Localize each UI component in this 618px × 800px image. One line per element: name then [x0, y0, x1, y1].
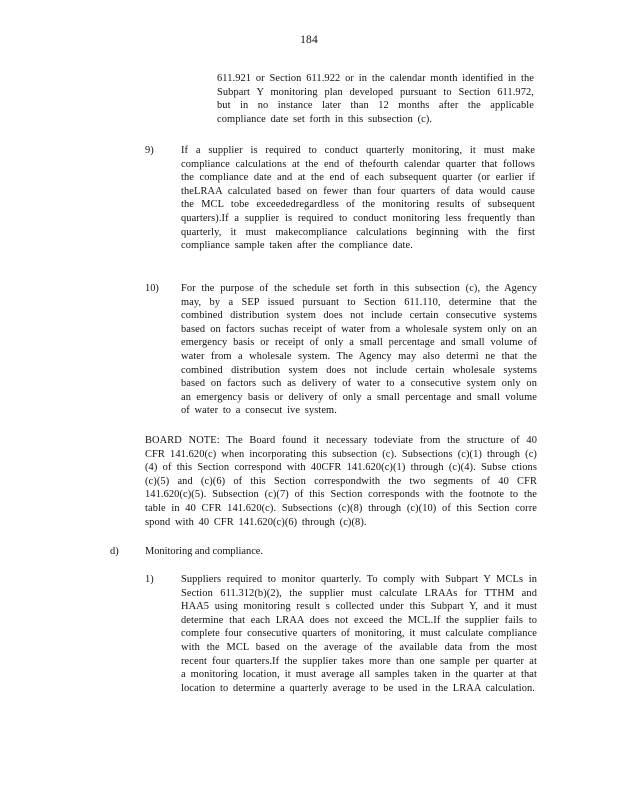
item-1-paragraph: Suppliers required to monitor quarterly. To comply with Subpart Y MCLs in Section 611.312(b)(2), the supplier must calculate LRAAs for TTHM and HAA5 using monitoring result s collected under this Subpart Y, and it must determine that each LRAA does not exceed the MCL.If the supplier fails to complete four consecutive quarters of monitoring, it must calculate compliance with the MCL based on the average of the available data from the most recent four quarters.If the supplier takes more than one sample per quarter at a monitoring location, it must average all samples taken in the quarter at that location to determine a quarterly average to be used in the LRAA calculation.: [181, 574, 537, 694]
item-1-label: 1): [145, 574, 154, 585]
item-10-paragraph: For the purpose of the schedule set forth in this subsection (c), the Agency may, by a SEP issued pursuant to Section 611.110, determine that the combined distribution system does not include certain consecutive systems based on factors suchas receipt of water from a wholesale system only on an emergency basis or receipt of only a small percentage and small volume of water from a wholesale system. The Agency may also determi ne that the combined distribution system does not include certain wholesale systems based on factors such as delivery of water to a consecutive system only on an emergency basis or delivery of only a small percentage and small volume of water to a consecut ive system.: [181, 283, 537, 417]
item-9-label: 9): [145, 145, 154, 156]
continuation-paragraph: 611.921 or Section 611.922 or in the calendar month identified in the Subpart Y monitoring plan developed pursuant to Section 611.972, but in no instance later than 12 months after the applicable compliance date set forth in this subsection (c).: [217, 73, 534, 125]
page-number: 184: [300, 34, 318, 46]
item-9-paragraph: If a supplier is required to conduct quarterly monitoring, it must make compliance calculations at the end of thefourth calendar quarter that follows the compliance date and at the end of each subsequent quarter (or earlier if theLRAA calculated based on fewer than four quarters of data would cause the MCL tobe exceededregardless of the monitoring results of subsequent quarters).If a supplier is required to conduct monitoring less frequently than quarterly, it must makecompliance calculations beginning with the first compliance sample taken after the compliance date.: [181, 145, 535, 252]
subsection-d-heading: Monitoring and compliance.: [145, 546, 264, 557]
board-note-paragraph: BOARD NOTE: The Board found it necessary todeviate from the structure of 40 CFR 141.620(c) when incorporating this subsection (c). Subsections (c)(1) through (c)(4) of this Section correspond with 40CFR 141.620(c)(1) through (c)(4). Subse ctions (c)(5) and (c)(6) of this Section correspondwith the two segments of 40 CFR 141.620(c)(5). Subsection (c)(7) of this Section corresponds with the footnote to the table in 40 CFR 141.620(c). Subsections (c)(8) through (c)(10) of this Section corre spond with 40 CFR 141.620(c)(6) through (c)(8).: [145, 435, 537, 528]
subsection-d-label: d): [110, 546, 119, 557]
item-10-label: 10): [145, 283, 159, 294]
